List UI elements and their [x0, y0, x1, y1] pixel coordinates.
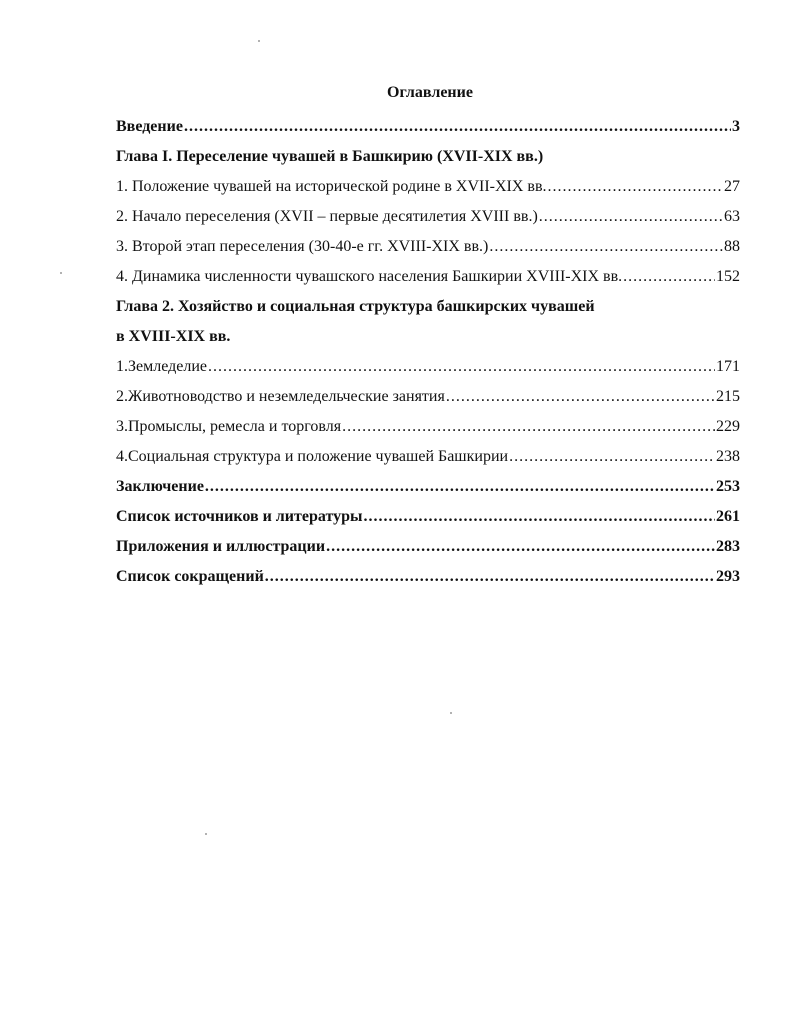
toc-page-number: 293 [716, 568, 740, 585]
dot-leader [184, 112, 731, 142]
scan-speck [60, 272, 62, 274]
toc-entry-label: Введение [116, 118, 183, 135]
toc-entry-label: Приложения и иллюстрации [116, 538, 326, 555]
toc-page-number: 27 [724, 178, 740, 195]
toc-page-number: 253 [716, 478, 740, 495]
toc-page-number: 88 [724, 238, 740, 255]
toc-entry-label: 3. Второй этап переселения (30-40-е гг. XVIII-XIX вв.) [116, 238, 489, 255]
toc-entry-label: 4. Динамика численности чувашского населения Башкирии XVIII-XIX вв. [116, 268, 623, 285]
dot-leader [489, 232, 723, 262]
toc-entry-appendices [116, 532, 740, 562]
table-of-contents [116, 112, 740, 592]
dot-leader [509, 442, 715, 472]
chapter-2-heading: Глава 2. Хозяйство и социальная структура башкирских чувашей [116, 298, 595, 315]
toc-entry-label: 3.Промыслы, ремесла и торговля [116, 418, 342, 435]
toc-page-number: 171 [716, 358, 740, 375]
toc-entry-label: Список сокращений [116, 568, 264, 585]
scan-speck [450, 712, 452, 714]
dot-leader [205, 472, 715, 502]
toc-page-number: 283 [716, 538, 740, 555]
toc-entry-ch2-3 [116, 412, 740, 442]
toc-entry-conclusion [116, 472, 740, 502]
toc-entry-ch1-3 [116, 232, 740, 262]
dot-leader [623, 262, 715, 292]
dot-leader [548, 172, 723, 202]
scan-speck [205, 833, 207, 835]
toc-entry-ch1-4 [116, 262, 740, 292]
dot-leader [208, 352, 715, 382]
toc-page-number: 238 [716, 448, 740, 465]
toc-entry-sources [116, 502, 740, 532]
toc-entry-label: Список источников и литературы [116, 508, 363, 525]
toc-page-number: 261 [716, 508, 740, 525]
toc-entry-ch1-2 [116, 202, 740, 232]
toc-entry-label: 1.Земледелие [116, 358, 208, 375]
chapter-1-heading: Глава I. Переселение чувашей в Башкирию (XVII-XIX вв.) [116, 148, 544, 165]
dot-leader [539, 202, 723, 232]
chapter-2-heading-continued: в XVIII-XIX вв. [116, 328, 231, 345]
toc-entry-ch1-1 [116, 172, 740, 202]
toc-page-number: 215 [716, 388, 740, 405]
dot-leader [342, 412, 715, 442]
toc-page-number: 63 [724, 208, 740, 225]
toc-page-number: 3 [732, 118, 740, 135]
toc-entry-label: 2.Животноводство и неземледельческие занятия [116, 388, 445, 405]
toc-entry-ch2-2 [116, 382, 740, 412]
toc-entry-intro [116, 112, 740, 142]
toc-entry-ch2-4 [116, 442, 740, 472]
dot-leader [326, 532, 715, 562]
toc-entry-abbreviations [116, 562, 740, 592]
toc-entry-label: 1. Положение чувашей на исторической родине в XVII-XIX вв. [116, 178, 547, 195]
toc-entry-ch2-1 [116, 352, 740, 382]
toc-entry-label: Заключение [116, 478, 204, 495]
toc-entry-label: 2. Начало переселения (XVII – первые десятилетия XVIII вв.) [116, 208, 538, 225]
dot-leader [363, 502, 715, 532]
dot-leader [265, 562, 715, 592]
toc-page-number: 152 [716, 268, 740, 285]
scan-speck [258, 40, 260, 42]
toc-entry-label: 4.Социальная структура и положение чувашей Башкирии [116, 448, 509, 465]
dot-leader [446, 382, 715, 412]
toc-page-number: 229 [716, 418, 740, 435]
page-title: Оглавление [387, 84, 473, 101]
